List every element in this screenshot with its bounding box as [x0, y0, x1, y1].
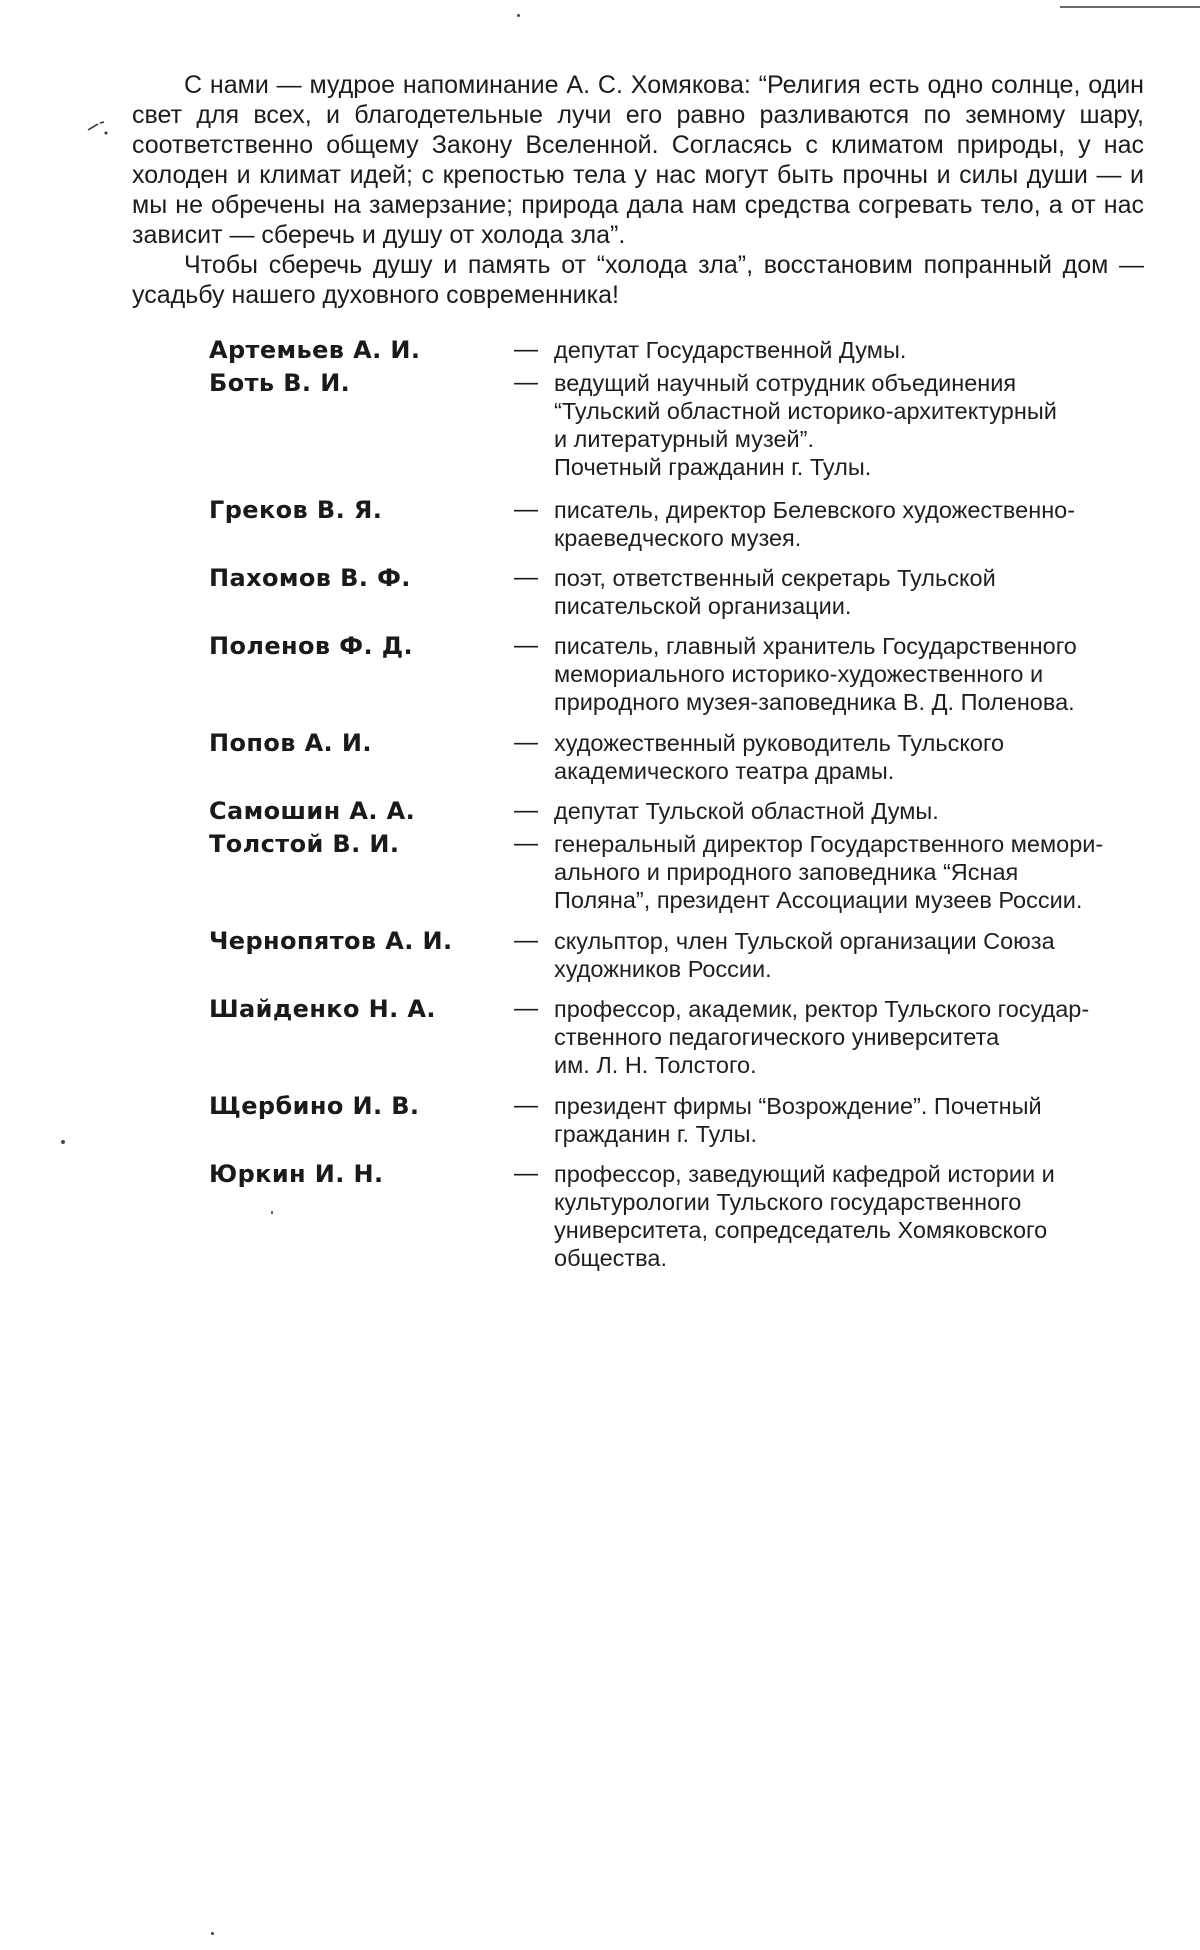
list-item: [209, 1092, 1149, 1148]
intro-text: [132, 70, 1144, 310]
intro-paragraph: С нами — мудрое напоминание А. С. Хомякова: “Религия есть одно солнце, один свет для всех, и благодетельные лучи его равно разливаются по земному шару, соответственно общему Закону Вселенной. Согласясь с климатом природы, у нас холоден и климат идей; с крепостью тела у нас могут быть прочны и силы души — и мы не обречены на замерзание; природа дала нам средства согревать тело, а от нас зависит — сберечь и душу от холода зла”.: [132, 71, 1144, 249]
list-item: [209, 1160, 1149, 1272]
member-name: Юркин И. Н.: [209, 1160, 384, 1188]
member-role: писатель, главный хранитель Государственного мемориального историко-художественного и природного музея-заповедника В. Д. Поленова.: [554, 633, 1077, 715]
member-name: Щербино И. В.: [209, 1092, 420, 1120]
committee-list: [209, 336, 1149, 1272]
member-name: Чернопятов А. И.: [209, 927, 453, 955]
member-name: Греков В. Я.: [209, 496, 383, 524]
member-role: депутат Государственной Думы.: [554, 337, 907, 363]
member-role: поэт, ответственный секретарь Тульской писательской организации.: [554, 565, 996, 619]
dash: —: [514, 336, 538, 363]
list-item: [209, 632, 1149, 716]
list-item: [209, 797, 1149, 826]
member-role: профессор, заведующий кафедрой истории и культурологии Тульского государственного университета, сопредседатель Хомяковского общества.: [554, 1161, 1055, 1271]
member-name: Самошин А. А.: [209, 797, 416, 825]
margin-pen-mark: [86, 118, 110, 136]
dash: —: [514, 1092, 538, 1119]
dash: —: [514, 927, 538, 954]
member-role: писатель, директор Белевского художественно- краеведческого музея.: [554, 497, 1076, 551]
member-role: художественный руководитель Тульского академического театра драмы.: [554, 730, 1005, 784]
member-name: Шайденко Н. А.: [209, 995, 436, 1023]
list-item: [209, 927, 1149, 983]
list-item: [209, 564, 1149, 620]
dash: —: [514, 729, 538, 756]
dash: —: [514, 496, 538, 523]
member-role: ведущий научный сотрудник объединения “Тульский областной историко-архитектурный и литературный музей”. Почетный гражданин г. Тулы.: [554, 370, 1057, 480]
member-role: скульптор, член Тульской организации Союза художников России.: [554, 928, 1055, 982]
dash: —: [514, 1160, 538, 1187]
member-role: депутат Тульской областной Думы.: [554, 798, 939, 824]
member-name: Поленов Ф. Д.: [209, 632, 414, 660]
list-item: [209, 995, 1149, 1079]
list-item: [209, 369, 1149, 481]
dash: —: [514, 632, 538, 659]
dash: —: [514, 797, 538, 824]
scan-speck: [211, 1932, 214, 1935]
list-item: [209, 496, 1149, 552]
scan-speck: [61, 1140, 65, 1144]
member-role: президент фирмы “Возрождение”. Почетный гражданин г. Тулы.: [554, 1093, 1042, 1147]
list-item: [209, 729, 1149, 785]
member-name: Попов А. И.: [209, 729, 372, 757]
dash: —: [514, 564, 538, 591]
member-name: Пахомов В. Ф.: [209, 564, 411, 592]
list-item: [209, 830, 1149, 914]
member-name: Артемьев А. И.: [209, 336, 421, 364]
member-role: профессор, академик, ректор Тульского государ- ственного педагогического университета им. Л. Н. Толстого.: [554, 996, 1090, 1078]
top-rule: [1060, 6, 1200, 8]
member-role: генеральный директор Государственного мемори- ального и природного заповедника “Ясная Поляна”, президент Ассоциации музеев России.: [554, 831, 1104, 913]
member-name: Толстой В. И.: [209, 830, 400, 858]
scan-speck: [517, 14, 520, 17]
list-item: [209, 336, 1149, 365]
dash: —: [514, 830, 538, 857]
dash: —: [514, 369, 538, 396]
member-name: Боть В. И.: [209, 369, 351, 397]
intro-paragraph: Чтобы сберечь душу и память от “холода зла”, восстановим попранный дом — усадьбу нашего духовного современника!: [132, 251, 1144, 309]
dash: —: [514, 995, 538, 1022]
